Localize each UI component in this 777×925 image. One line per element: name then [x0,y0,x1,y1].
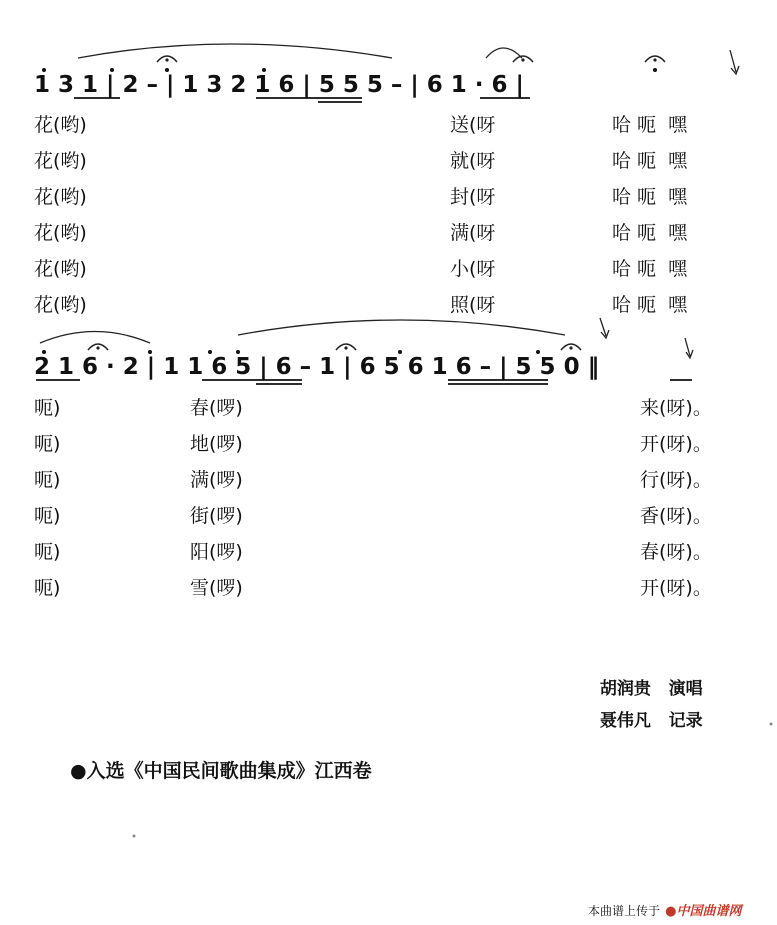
verse-3-a: 花(哟) [34,186,87,208]
singer-role: 演唱 [668,679,703,699]
verse-1-c: 哈 呃 嘿 [612,114,688,136]
site-logo: ●中国曲谱网 [665,904,742,919]
singer-name: 胡润贵 [599,679,651,699]
score-line1-notes: 1 3 1 | 2 – | 1 3 2 1 6 | 5 5 5 – | 6 1 · 6 | [34,72,524,98]
verse-2-c: 哈 呃 嘿 [612,150,688,172]
verse-2-a: 呃) [34,433,61,455]
recorder-role: 记录 [668,711,703,731]
verse-5-c: 哈 呃 嘿 [612,258,688,280]
verse-3-c: 哈 呃 嘿 [612,186,688,208]
footer [588,900,741,919]
verse-4-b: 满(呀 [450,222,496,244]
verse-1-b: 春(啰) [190,397,243,419]
verse-6-c: 开(呀)。 [640,577,712,599]
recorder-name: 聂伟凡 [599,711,651,731]
verse-1-b: 送(呀 [450,114,496,136]
verse-5-b: 阳(啰) [190,541,243,563]
source-note: ●入选《中国民间歌曲集成》江西卷 [70,760,372,782]
verse-6-c: 哈 呃 嘿 [612,294,688,316]
site-name: 中国曲谱网 [676,904,742,919]
verse-2-c: 开(呀)。 [640,433,712,455]
verse-1-a: 呃) [34,397,61,419]
verse-5-a: 呃) [34,541,61,563]
verse-6-b: 照(呀 [450,294,496,316]
verse-1-c: 来(呀)。 [640,397,712,419]
verse-4-c: 哈 呃 嘿 [612,222,688,244]
verse-1-a: 花(哟) [34,114,87,136]
verse-4-b: 街(啰) [190,505,243,527]
verse-4-a: 花(哟) [34,222,87,244]
verse-5-c: 春(呀)。 [640,541,712,563]
verse-4-a: 呃) [34,505,61,527]
verse-2-b: 地(啰) [190,433,243,455]
verse-2-b: 就(呀 [450,150,496,172]
verse-4-c: 香(呀)。 [640,505,712,527]
verse-6-a: 呃) [34,577,61,599]
verse-5-a: 花(哟) [34,258,87,280]
verse-5-b: 小(呀 [450,258,496,280]
verse-3-c: 行(呀)。 [640,469,712,491]
verse-3-a: 呃) [34,469,61,491]
verse-3-b: 满(啰) [190,469,243,491]
verse-2-a: 花(哟) [34,150,87,172]
verse-6-a: 花(哟) [34,294,87,316]
recorder-credit [588,686,703,731]
verse-3-b: 封(呀 [450,186,496,208]
score-line2-notes: 2 1 6 · 2 | 1 1 6 5 | 6 – 1 | 6 5 6 1 6 – | 5 5 0 ‖ [34,354,600,380]
uploaded-text: 本曲谱上传于 [588,904,661,918]
verse-6-b: 雪(啰) [190,577,243,599]
